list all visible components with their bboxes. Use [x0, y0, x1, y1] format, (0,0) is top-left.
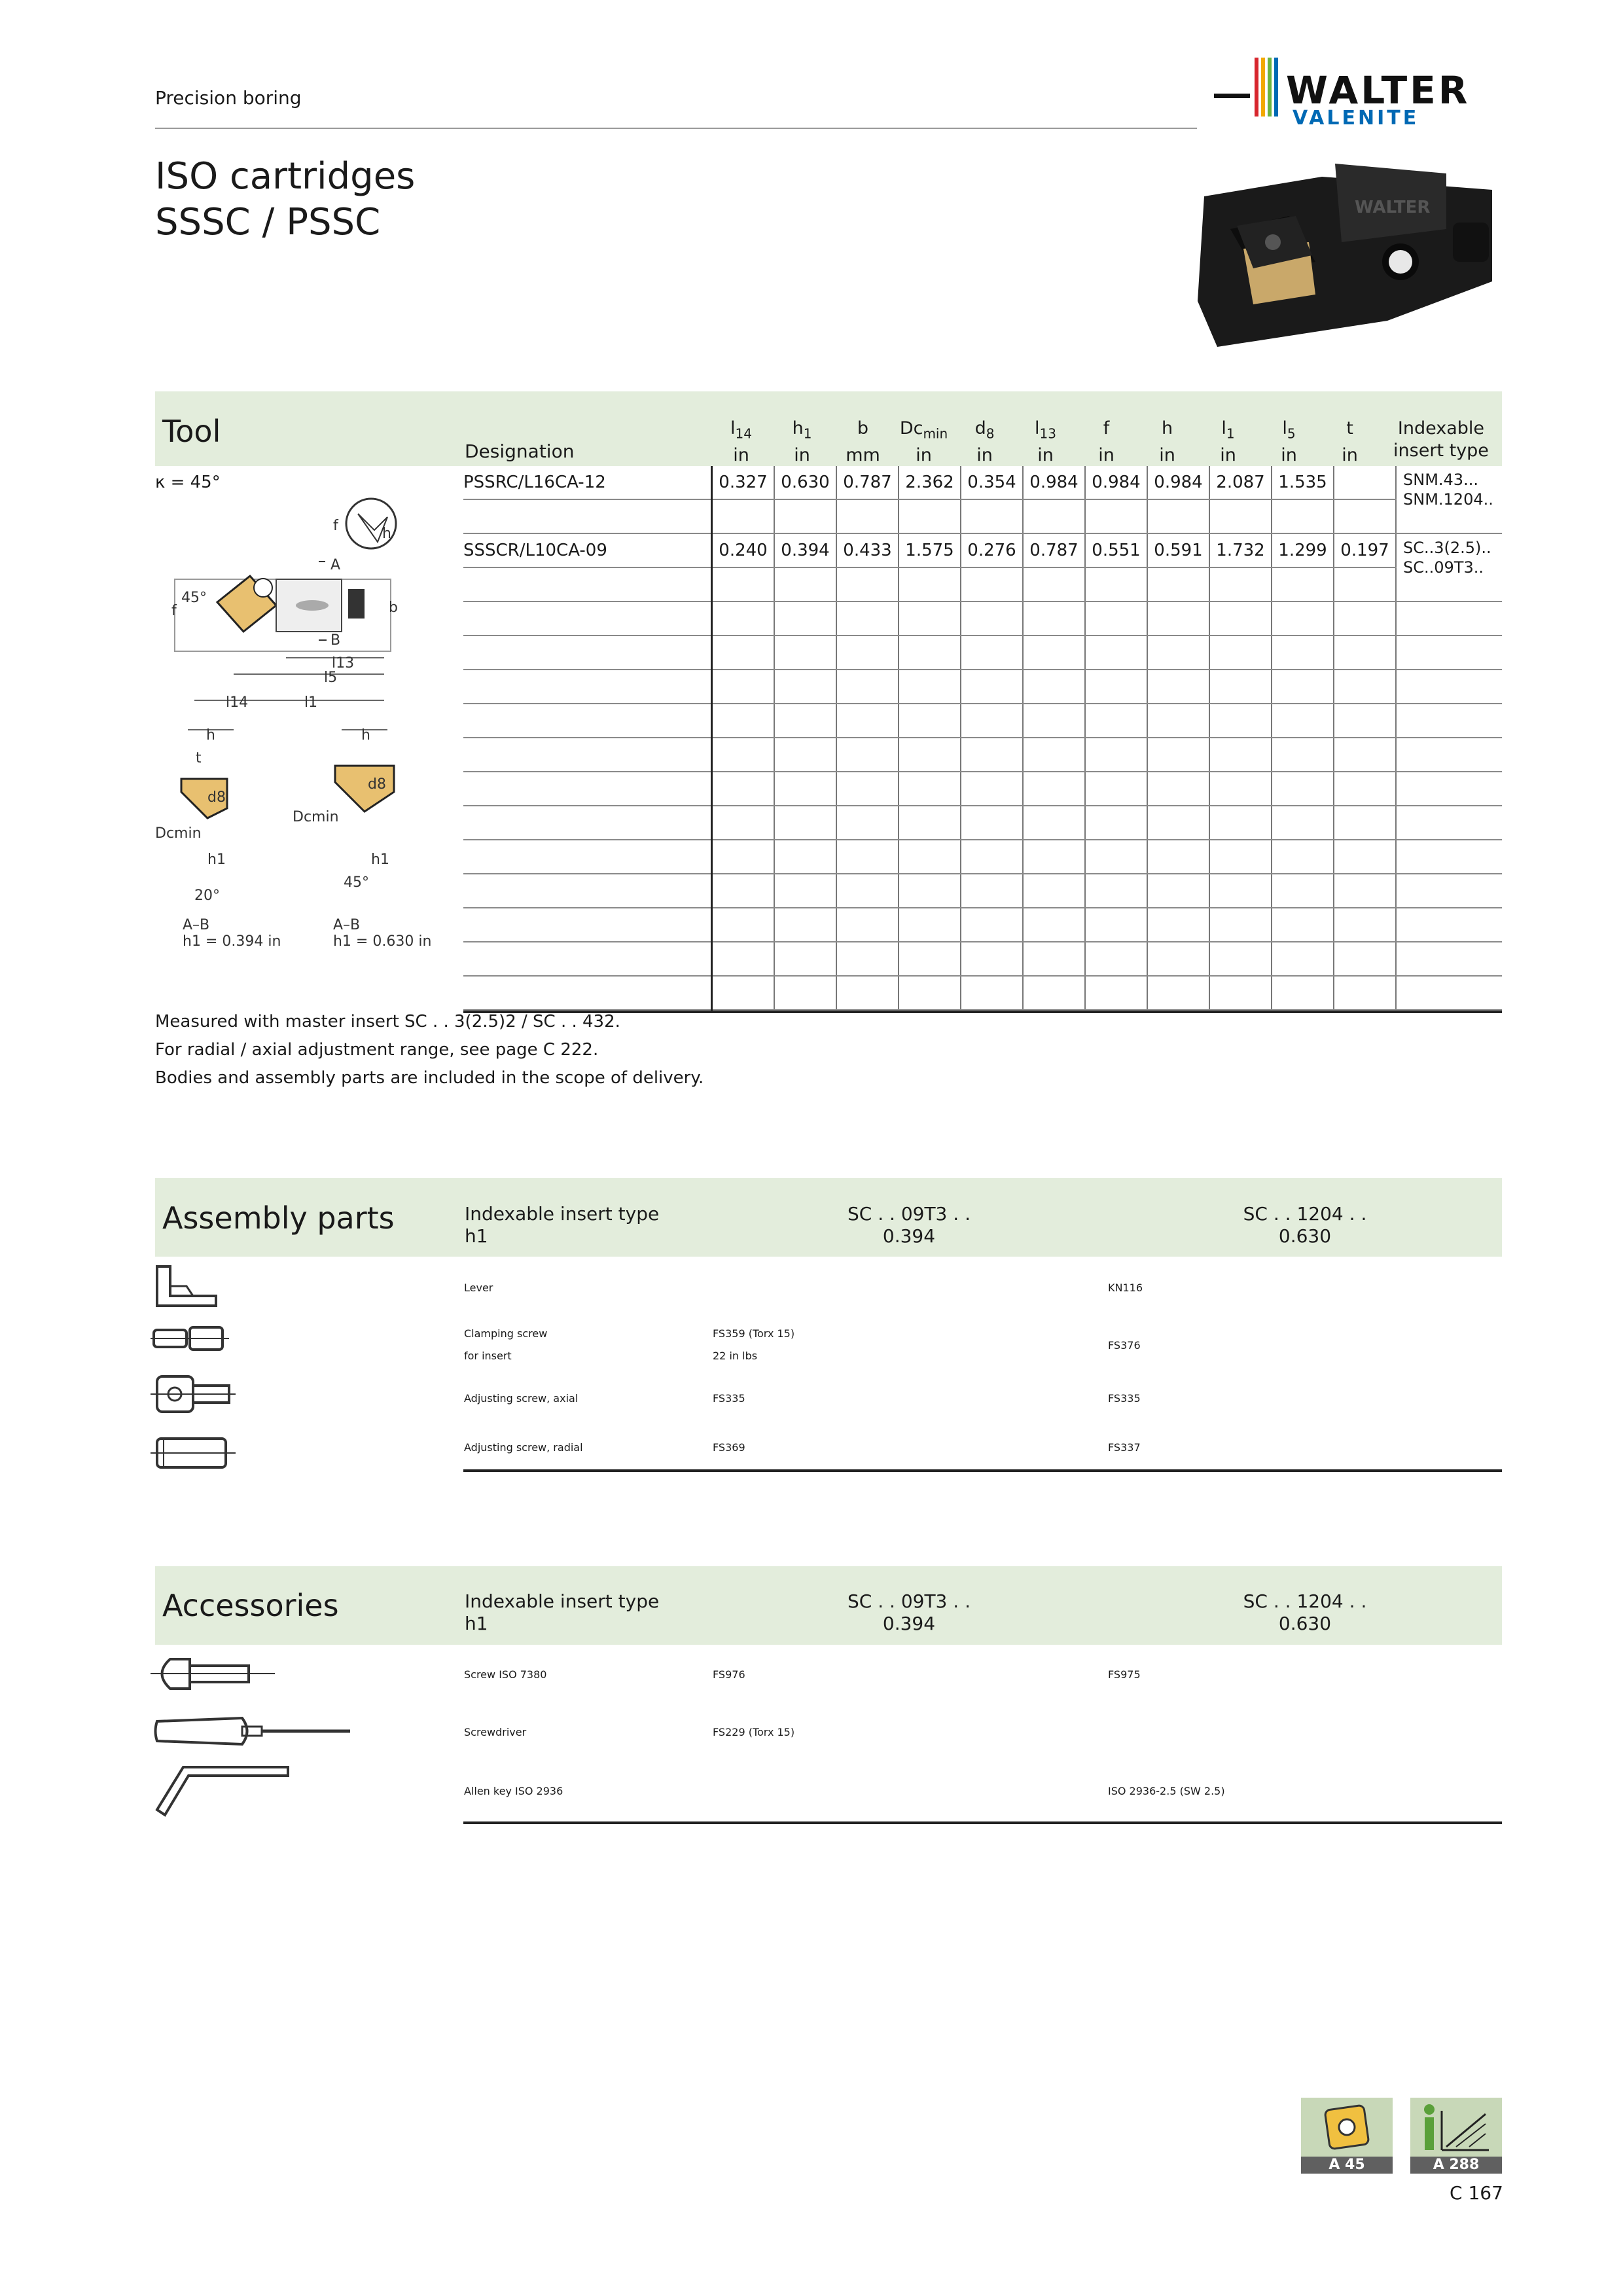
- table-row: [463, 466, 1502, 499]
- tool-notes: Measured with master insert SC . . 3(2.5)2 / SC . . 432. For radial / axial adjustment range, see page C 222. Bodies and assembly parts are included in the scope of delivery.: [155, 1012, 704, 1088]
- page-number: C 167: [1450, 2182, 1503, 2204]
- table-row: [463, 840, 1502, 874]
- value-cell: 0.240: [712, 533, 775, 567]
- table-row: Screw ISO 7380 FS976 FS975: [464, 1668, 1141, 1681]
- table-row: [463, 874, 1502, 908]
- table-row: Clamping screw for insert FS359 (Torx 15) 22 in lbs FS376: [464, 1327, 1141, 1362]
- column-header: f in: [1098, 418, 1115, 466]
- svg-text:h1: h1: [371, 852, 389, 868]
- svg-text:h: h: [206, 727, 215, 744]
- table-row: [463, 499, 1502, 533]
- table-row: Adjusting screw, axial FS335 FS335: [464, 1391, 1141, 1405]
- svg-text:h1 = 0.630 in: h1 = 0.630 in: [333, 933, 432, 950]
- tool-dimension-drawing: [155, 484, 463, 962]
- assembly-bottom-rule: [463, 1469, 1502, 1472]
- lever-icon: [151, 1260, 229, 1312]
- accessories-table: [463, 1645, 1502, 1824]
- tool-column-headers: [711, 418, 1502, 466]
- table-row: [463, 806, 1502, 840]
- screw-iso7380-icon: [151, 1653, 275, 1695]
- tool-table: [463, 466, 1502, 1013]
- column-header: h in: [1159, 418, 1175, 466]
- value-cell: 0.630: [774, 466, 836, 499]
- svg-text:A: A: [330, 557, 341, 573]
- accessories-title: Accessories: [162, 1588, 339, 1623]
- section-label: Precision boring: [155, 87, 302, 109]
- svg-text:f: f: [171, 603, 177, 619]
- value-cell: 1.535: [1272, 466, 1334, 499]
- table-row: [463, 533, 1502, 567]
- accessories-col-a-head: SC . . 09T3 . . 0.394: [847, 1590, 971, 1634]
- svg-text:l14: l14: [226, 694, 249, 711]
- value-cell: 0.197: [1334, 533, 1396, 567]
- svg-text:f: f: [333, 518, 338, 534]
- svg-text:h: h: [361, 727, 370, 744]
- clamping-screw-icon: [151, 1322, 229, 1355]
- table-row: Lever KN116: [464, 1282, 1143, 1294]
- value-cell: 0.984: [1147, 466, 1209, 499]
- svg-text:l5: l5: [324, 670, 338, 686]
- radial-adjusting-screw-icon: [151, 1433, 236, 1473]
- header-divider: [155, 128, 1197, 129]
- svg-text:h: h: [382, 526, 391, 542]
- column-header: $h_1$ in: [792, 418, 812, 466]
- value-cell: 1.575: [899, 533, 961, 567]
- svg-text:WALTER: WALTER: [1286, 68, 1471, 113]
- value-cell: 0.276: [961, 533, 1023, 567]
- table-row: [463, 908, 1502, 942]
- table-row: [463, 942, 1502, 976]
- column-header: $l_5$ in: [1281, 418, 1297, 466]
- table-row: Adjusting screw, radial FS369 FS337: [464, 1441, 1141, 1454]
- assembly-col-b-head: SC . . 1204 . . 0.630: [1243, 1203, 1367, 1247]
- svg-text:Dcmin: Dcmin: [293, 809, 339, 825]
- column-header: $l_1$ in: [1220, 418, 1236, 466]
- table-row: [463, 567, 1502, 601]
- value-cell: 2.087: [1209, 466, 1272, 499]
- insert-reference-a45[interactable]: [1301, 2098, 1393, 2174]
- value-cell: 0.591: [1147, 533, 1209, 567]
- square-insert-icon: [1301, 2098, 1393, 2157]
- svg-text:A–B: A–B: [333, 917, 361, 933]
- value-cell: 0.984: [1023, 466, 1085, 499]
- assembly-title: Assembly parts: [162, 1200, 395, 1236]
- allen-key-icon: [151, 1757, 294, 1820]
- accessories-bottom-rule: [463, 1821, 1502, 1824]
- designation-label: Designation: [465, 440, 575, 462]
- table-row: [463, 772, 1502, 806]
- table-row: Screwdriver FS229 (Torx 15): [464, 1725, 795, 1738]
- svg-text:Dcmin: Dcmin: [155, 825, 202, 842]
- insert-type-cell: SNM.43... SNM.1204..: [1396, 466, 1502, 533]
- kappa-label: κ = 45°: [155, 473, 221, 492]
- table-row: [463, 670, 1502, 704]
- cartridge-photo: [1191, 151, 1492, 360]
- svg-text:t: t: [196, 750, 202, 766]
- column-header: $Dc_{min}$ in: [899, 418, 948, 466]
- insert-type-header: Indexable insert type: [1393, 418, 1489, 461]
- svg-text:h1: h1: [207, 852, 226, 868]
- value-cell: 0.984: [1085, 466, 1147, 499]
- value-cell: [1334, 466, 1396, 499]
- tool-title: Tool: [162, 414, 221, 449]
- svg-text:l1: l1: [304, 694, 318, 711]
- svg-text:20°: 20°: [194, 888, 220, 904]
- column-header: $l_{14}$ in: [730, 418, 752, 466]
- table-row: [463, 976, 1502, 1010]
- value-cell: 0.354: [961, 466, 1023, 499]
- value-cell: 0.433: [836, 533, 899, 567]
- assembly-col-a-head: SC . . 09T3 . . 0.394: [847, 1203, 971, 1247]
- info-reference-a288[interactable]: [1410, 2098, 1502, 2174]
- svg-text:B: B: [330, 632, 341, 649]
- value-cell: 0.787: [1023, 533, 1085, 567]
- table-row: [463, 738, 1502, 772]
- page-title: ISO cartridges SSSC / PSSC: [155, 155, 416, 243]
- table-row: [463, 704, 1502, 738]
- walter-valenite-logo: [1214, 58, 1489, 130]
- svg-text:WALTER: WALTER: [1355, 198, 1431, 217]
- icon-label-a45: A 45: [1301, 2157, 1393, 2174]
- svg-text:l13: l13: [332, 655, 355, 672]
- assembly-head-label: Indexable insert type h1: [465, 1203, 660, 1247]
- screwdriver-icon: [151, 1708, 353, 1754]
- svg-text:A–B: A–B: [183, 917, 210, 933]
- svg-text:h1 = 0.394 in: h1 = 0.394 in: [183, 933, 281, 950]
- designation-cell: PSSRC/L16CA-12: [463, 466, 712, 499]
- accessories-head-label: Indexable insert type h1: [465, 1590, 660, 1634]
- column-header: $l_{13}$ in: [1035, 418, 1056, 466]
- value-cell: 0.327: [712, 466, 775, 499]
- info-chart-icon: [1410, 2098, 1502, 2157]
- value-cell: 0.551: [1085, 533, 1147, 567]
- axial-adjusting-screw-icon: [151, 1371, 236, 1417]
- column-header: $d_8$ in: [974, 418, 995, 466]
- value-cell: 1.732: [1209, 533, 1272, 567]
- designation-cell: SSSCR/L10CA-09: [463, 533, 712, 567]
- svg-text:45°: 45°: [181, 590, 207, 606]
- svg-text:d8: d8: [207, 789, 226, 806]
- table-row: [463, 636, 1502, 670]
- table-row: [463, 601, 1502, 636]
- column-header: b mm: [846, 418, 880, 466]
- svg-text:b: b: [389, 600, 398, 616]
- column-header: t in: [1342, 418, 1358, 466]
- assembly-table: [463, 1257, 1502, 1472]
- value-cell: 2.362: [899, 466, 961, 499]
- table-row: Allen key ISO 2936 ISO 2936-2.5 (SW 2.5): [464, 1784, 1225, 1797]
- svg-text:45°: 45°: [344, 874, 369, 891]
- value-cell: 0.394: [774, 533, 836, 567]
- svg-text:d8: d8: [368, 776, 386, 793]
- accessories-col-b-head: SC . . 1204 . . 0.630: [1243, 1590, 1367, 1634]
- value-cell: 1.299: [1272, 533, 1334, 567]
- icon-label-a288: A 288: [1410, 2157, 1502, 2174]
- value-cell: 0.787: [836, 466, 899, 499]
- insert-type-cell: SC..3(2.5).. SC..09T3..: [1396, 533, 1502, 601]
- svg-text:VALENITE: VALENITE: [1293, 107, 1419, 130]
